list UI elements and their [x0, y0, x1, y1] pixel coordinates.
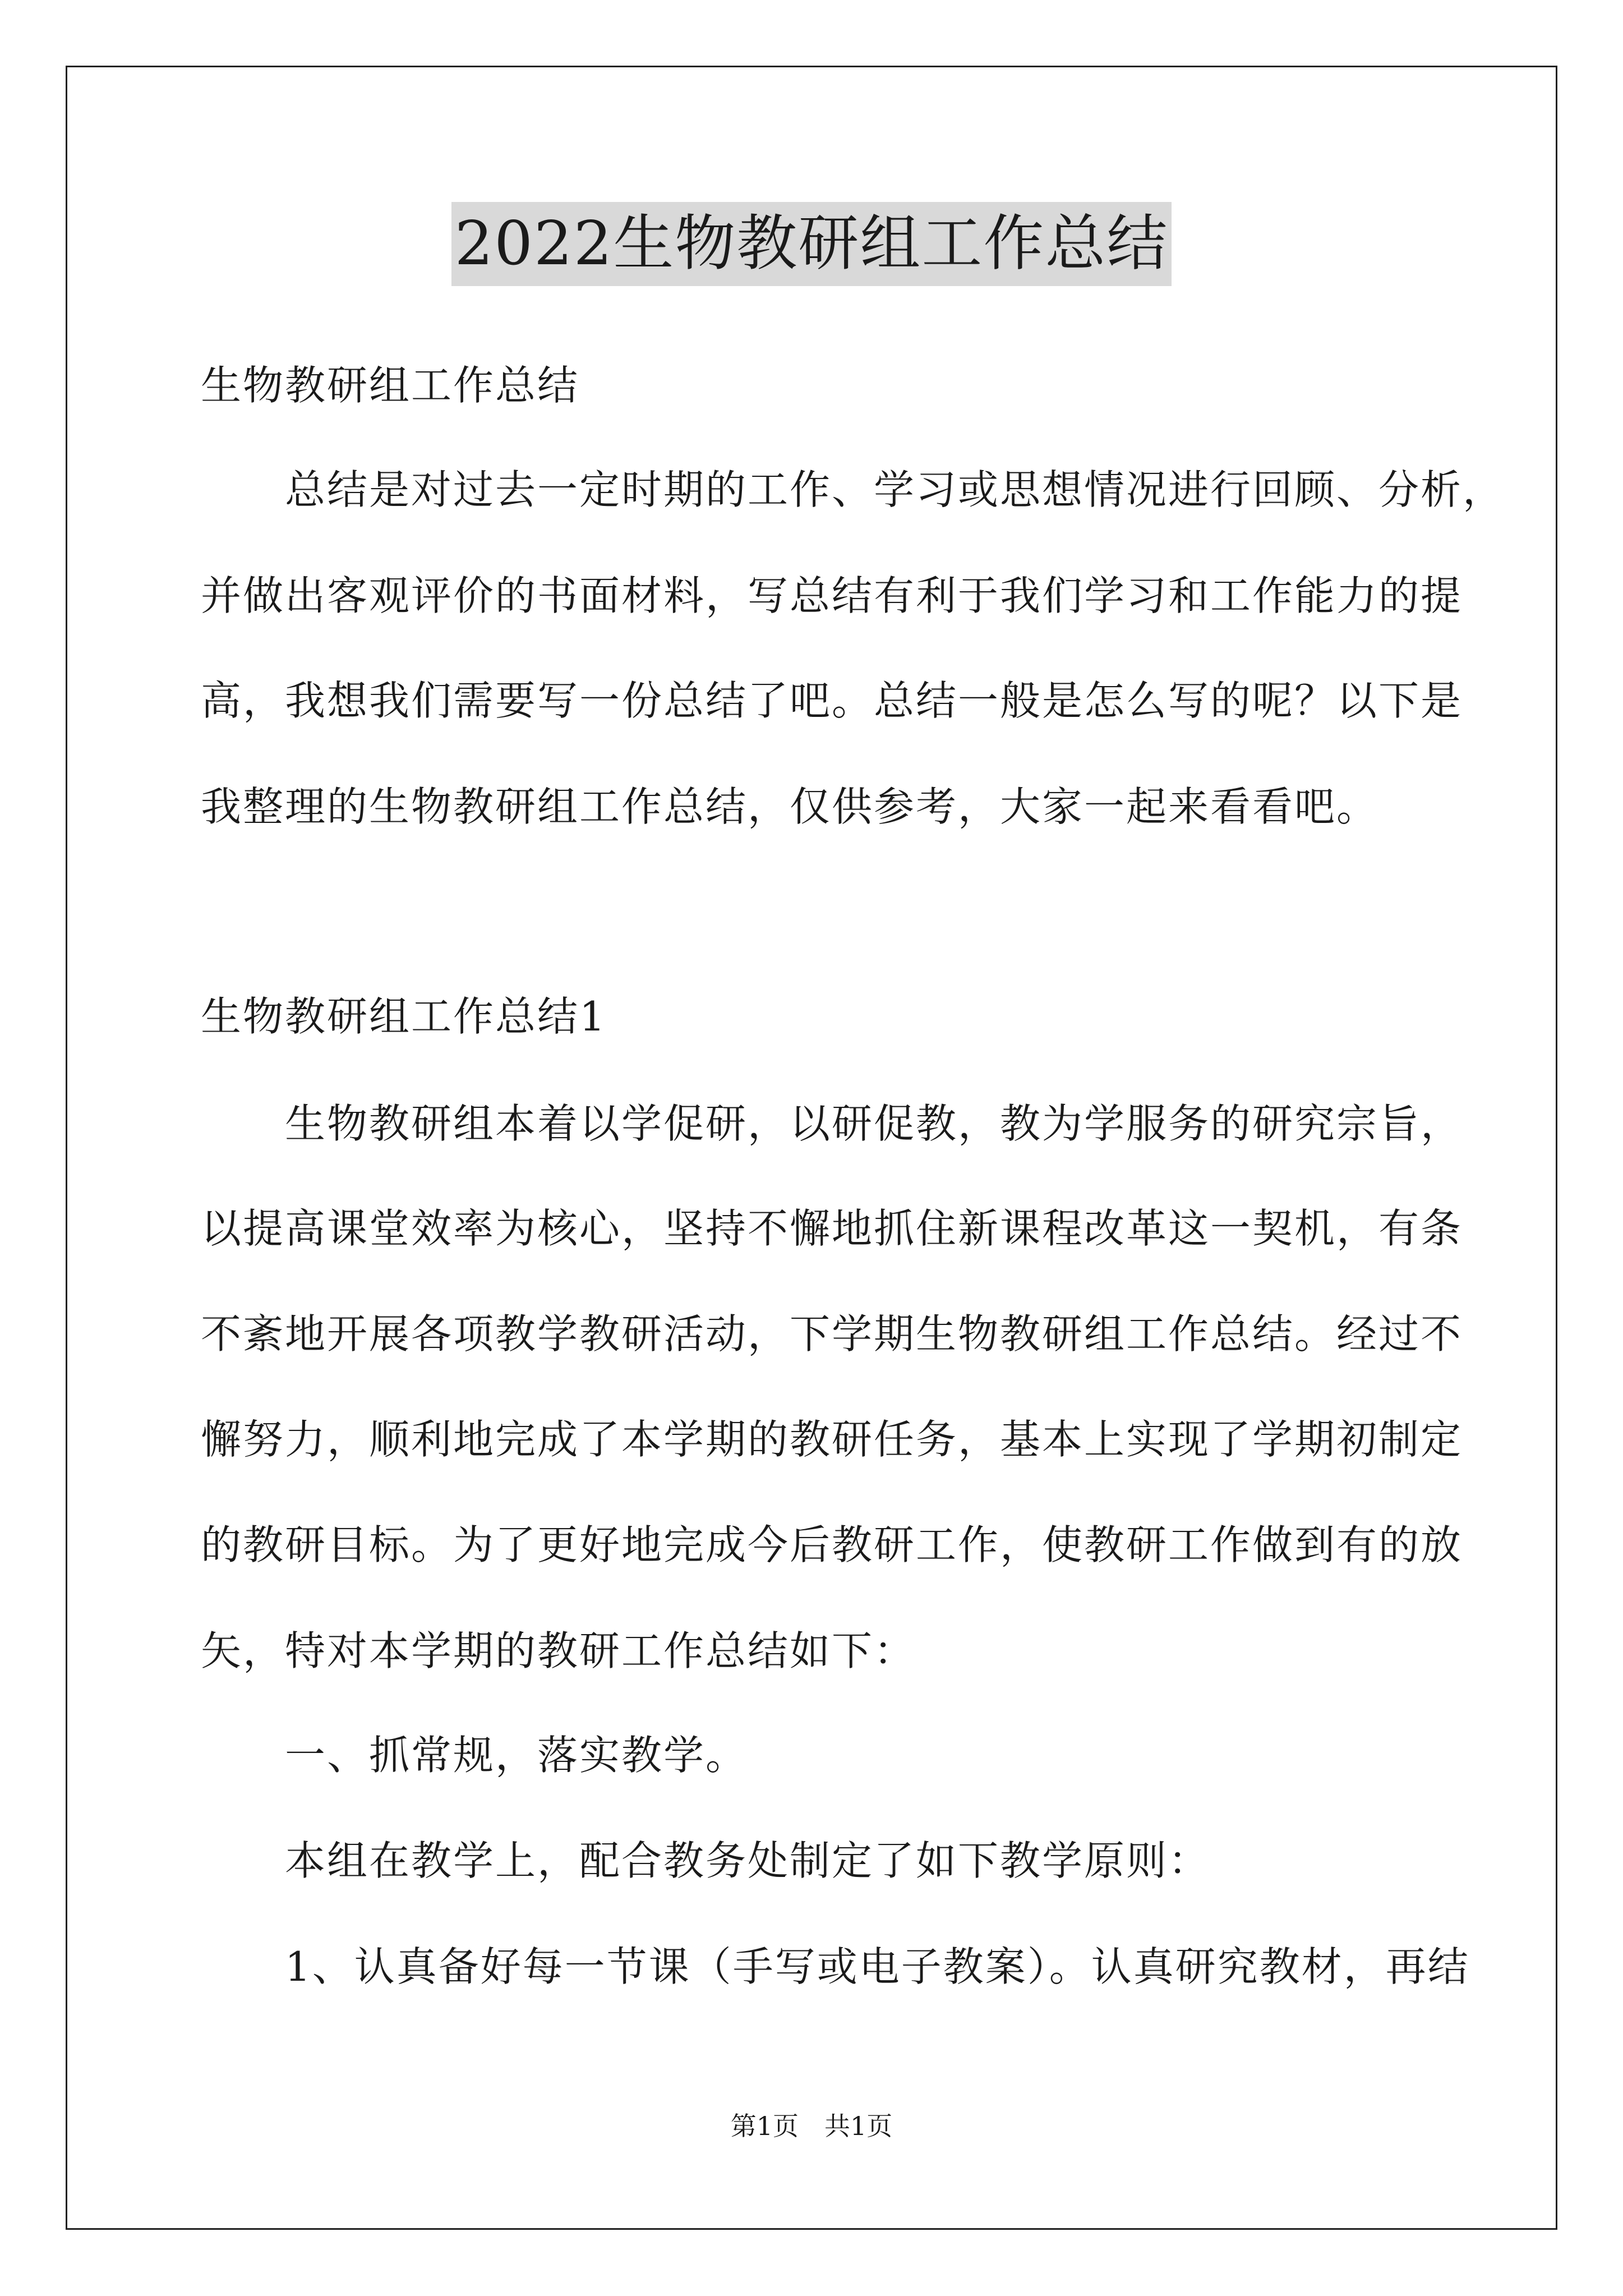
- paragraph-line: 高，我想我们需要写一份总结了吧。总结一般是怎么写的呢？以下是: [201, 677, 1463, 724]
- paragraph-line: 总结是对过去一定时期的工作、学习或思想情况进行回顾、分析，: [201, 466, 1505, 513]
- paragraph-line: 不紊地开展各项教学教研活动，下学期生物教研组工作总结。经过不: [201, 1310, 1463, 1358]
- page-footer: 第1页 共1页: [730, 2111, 893, 2141]
- paragraph-line: 我整理的生物教研组工作总结，仅供参考，大家一起来看看吧。: [201, 783, 1379, 830]
- list-item-line: 1、认真备好每一节课（手写或电子教案）。认真研究教材，再结: [201, 1943, 1470, 1990]
- title-container: [0, 202, 1623, 286]
- section-heading-intro: 生物教研组工作总结: [201, 362, 580, 409]
- paragraph-line: 本组在教学上，配合教务处制定了如下教学原则：: [201, 1837, 1211, 1884]
- paragraph-line: 懈努力，顺利地完成了本学期的教研任务，基本上实现了学期初制定: [201, 1416, 1463, 1463]
- section-heading-1: 生物教研组工作总结1: [201, 993, 607, 1040]
- paragraph-line: 以提高课堂效率为核心，坚持不懈地抓住新课程改革这一契机，有条: [201, 1205, 1463, 1252]
- document-title: 2022生物教研组工作总结: [451, 202, 1172, 286]
- paragraph-line: 并做出客观评价的书面材料，写总结有利于我们学习和工作能力的提: [201, 572, 1463, 619]
- paragraph-line: 矢，特对本学期的教研工作总结如下：: [201, 1627, 916, 1674]
- subheading-line: 一、抓常规，落实教学。: [201, 1732, 748, 1779]
- paragraph-line: 的教研目标。为了更好地完成今后教研工作，使教研工作做到有的放: [201, 1521, 1463, 1568]
- paragraph-line: 生物教研组本着以学促研，以研促教，教为学服务的研究宗旨，: [201, 1100, 1463, 1147]
